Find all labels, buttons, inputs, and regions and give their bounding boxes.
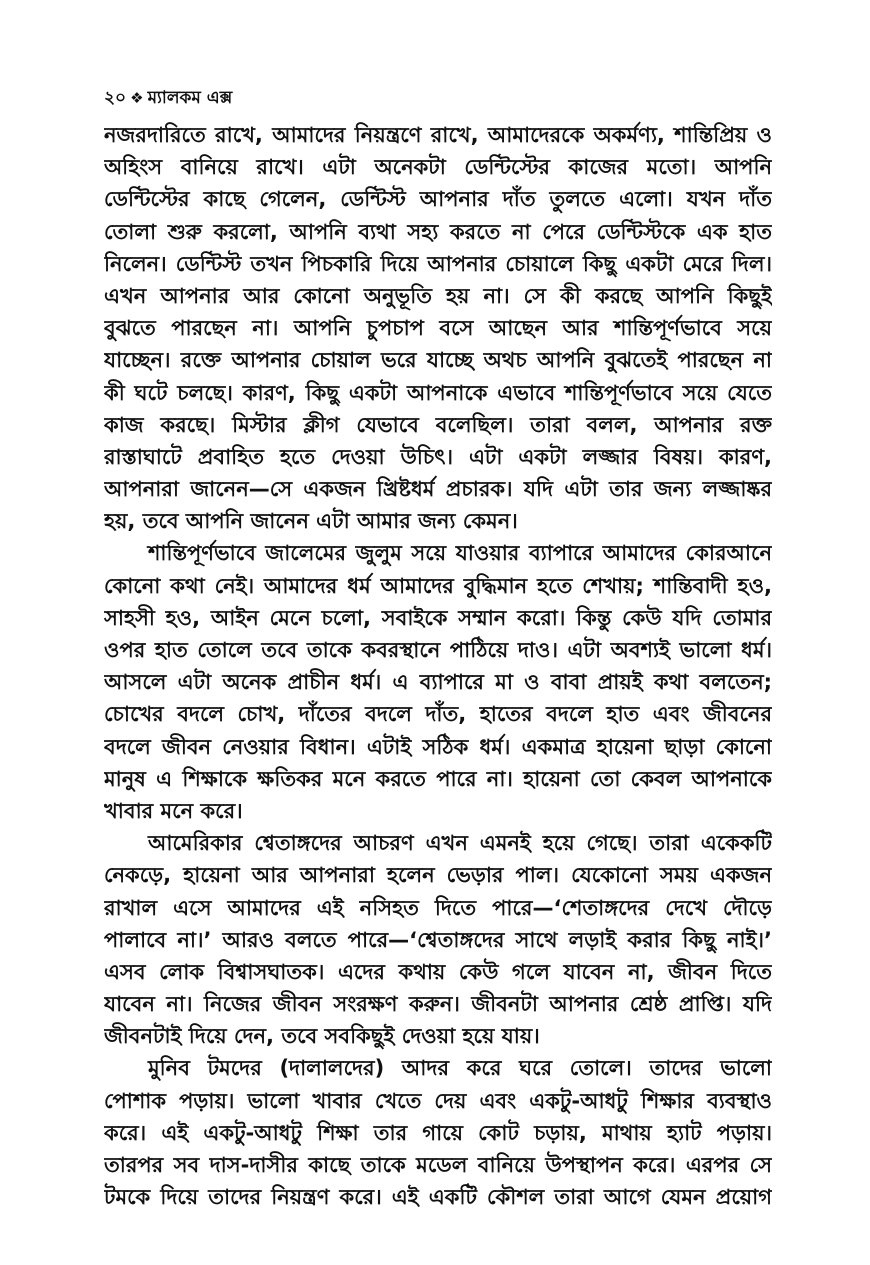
text-line: খাবার মনে করে।: [104, 798, 243, 823]
paragraph: [104, 827, 772, 1052]
text-line: এখন আপনার আর কোনো অনুভূতি হয় না। সে কী করছে আপনি কিছুই: [104, 283, 772, 308]
text-line: বুঝতে পারছেন না। আপনি চুপচাপ বসে আছেন আর শান্তিপূর্ণভাবে সয়ে: [104, 316, 772, 341]
text-line: নজরদারিতে রাখে, আমাদের নিয়ন্ত্রণে রাখে, আমাদেরকে অকর্মণ্য, শান্তিপ্রিয় ও: [104, 123, 772, 147]
text-line: ওপর হাত তোলে তবে তাকে কবরস্থানে পাঠিয়ে দাও। এটা অবশ্যই ভালো ধর্ম।: [104, 638, 772, 662]
text-line: কোনো কথা নেই। আমাদের ধর্ম আমাদের বুদ্ধিমান হতে শেখায়; শান্তিবাদী হও,: [104, 573, 772, 598]
page-number: ২০: [104, 88, 127, 108]
text-line: জীবনটাই দিয়ে দেন, তবে সবকিছুই দেওয়া হয়ে যায়।: [104, 1024, 540, 1049]
text-line: বদলে জীবন নেওয়ার বিধান। এটাই সঠিক ধর্ম। একমাত্র হায়েনা ছাড়া কোনো: [104, 734, 772, 759]
text-line: ডেন্টিস্টের কাছে গেলেন, ডেন্টিস্ট আপনার দাঁত তুলতে এলো। যখন দাঁত: [104, 187, 772, 212]
text-line: করে। এই একটু-আধটু শিক্ষা তার গায়ে কোট চড়ায়, মাথায় হ্যাট পড়ায়।: [104, 1120, 772, 1145]
text-line: রাখাল এসে আমাদের এই নসিহত দিতে পারে—‘শেতাঙ্গদের দেখে দৌড়ে: [104, 895, 772, 920]
text-line: মানুষ এ শিক্ষাকে ক্ষতিকর মনে করতে পারে না। হায়েনা তো কেবল আপনাকে: [104, 766, 772, 791]
text-line: পোশাক পড়ায়। ভালো খাবার খেতে দেয় এবং একটু-আধটু শিক্ষার ব্যবস্থাও: [104, 1088, 772, 1113]
text-line: তোলা শুরু করলো, আপনি ব্যথা সহ্য করতে না পেরে ডেন্টিস্টকে এক হাত: [104, 219, 772, 244]
text-line: মুনিব টমদের (দালালদের) আদর করে ঘরে তোলে। তাদের ভালো: [148, 1056, 772, 1081]
text-line: আপনারা জানেন—সে একজন খ্রিষ্টধর্ম প্রচারক। যদি এটা তার জন্য লজ্জাষ্কর: [104, 477, 772, 502]
running-header: [104, 86, 232, 110]
text-line: সাহসী হও, আইন মেনে চলো, সবাইকে সম্মান করো। কিন্তু কেউ যদি তোমার: [104, 605, 772, 630]
text-line: নিলেন। ডেন্টিস্ট তখন পিচকারি দিয়ে আপনার চোয়ালে কিছু একটা মেরে দিল।: [104, 251, 772, 276]
paragraph: [104, 1052, 772, 1213]
text-line: আসলে এটা অনেক প্রাচীন ধর্ম। এ ব্যাপারে মা ও বাবা প্রায়ই কথা বলতেন;: [104, 670, 772, 695]
text-line: আমেরিকার শ্বেতাঙ্গদের আচরণ এখন এমনই হয়ে গেছে। তারা একেকটি: [148, 831, 772, 856]
text-line: টমকে দিয়ে তাদের নিয়ন্ত্রণ করে। এই একটি কৌশল তারা আগে যেমন প্রয়োগ: [104, 1185, 772, 1210]
text-line: কাজ করছে। মিস্টার ক্লীগ যেভাবে বলেছিল। তারা বলল, আপনার রক্ত: [104, 412, 772, 437]
text-line: শান্তিপূর্ণভাবে জালেমের জুলুম সয়ে যাওয়ার ব্যাপারে আমাদের কোরআনে: [148, 541, 772, 566]
text-line: এসব লোক বিশ্বাসঘাতক। এদের কথায় কেউ গলে যাবেন না, জীবন দিতে: [104, 959, 772, 984]
body-text: [104, 119, 772, 1213]
text-line: অহিংস বানিয়ে রাখে। এটা অনেকটা ডেন্টিস্টের কাজের মতো। আপনি: [104, 155, 772, 180]
text-line: রাস্তাঘাটে প্রবাহিত হতে দেওয়া উচিৎ। এটা একটা লজ্জার বিষয়। কারণ,: [104, 444, 772, 469]
paragraph: [104, 119, 772, 537]
text-line: কী ঘটে চলছে। কারণ, কিছু একটা আপনাকে এভাবে শান্তিপূর্ণভাবে সয়ে যেতে: [104, 380, 772, 405]
text-line: যাবেন না। নিজের জীবন সংরক্ষণ করুন। জীবনটা আপনার শ্রেষ্ঠ প্রাপ্তি। যদি: [104, 992, 772, 1017]
paragraph: [104, 537, 772, 827]
text-line: হয়, তবে আপনি জানেন এটা আমার জন্য কেমন।: [104, 509, 518, 534]
text-line: চোখের বদলে চোখ, দাঁতের বদলে দাঁত, হাতের বদলে হাত এবং জীবনের: [104, 702, 772, 727]
book-title: ম্যালকম এক্স: [147, 88, 233, 108]
ornament-separator-icon: ❖: [130, 89, 144, 107]
text-line: তারপর সব দাস-দাসীর কাছে তাকে মডেল বানিয়ে উপস্থাপন করে। এরপর সে: [104, 1153, 772, 1177]
text-line: যাচ্ছেন। রক্তে আপনার চোয়াল ভরে যাচ্ছে অথচ আপনি বুঝতেই পারছেন না: [104, 348, 772, 373]
text-line: পালাবে না।’ আরও বলতে পারে—‘শ্বেতাঙ্গদের সাথে লড়াই করার কিছু নাই।’: [104, 927, 772, 952]
text-line: নেকড়ে, হায়েনা আর আপনারা হলেন ভেড়ার পাল। যেকোনো সময় একজন: [104, 863, 772, 888]
